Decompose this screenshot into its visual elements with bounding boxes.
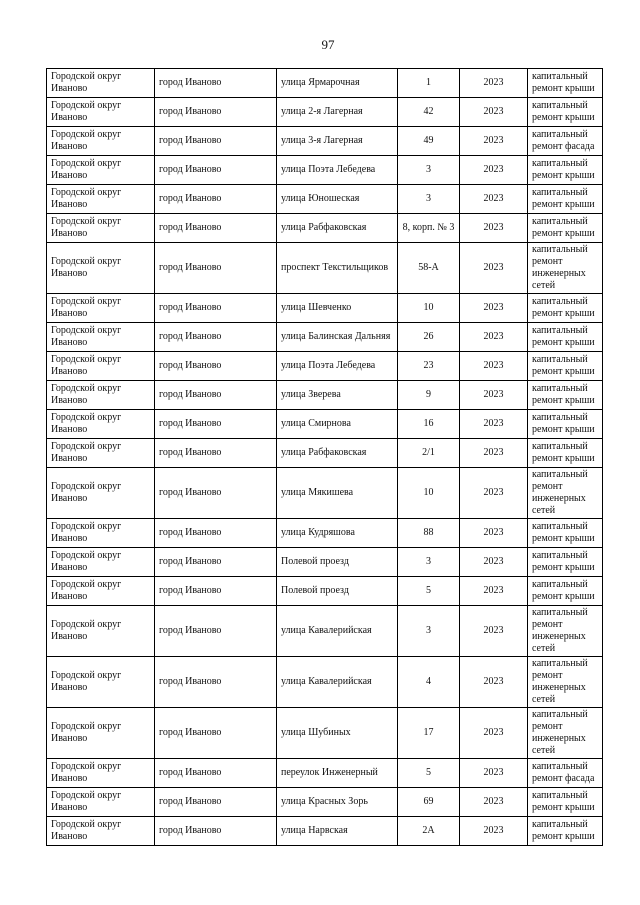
municipal-district-cell: Городской округ Иваново: [47, 519, 155, 548]
house-number-cell: 5: [398, 577, 460, 606]
work-type-cell: капитальный ремонт инженерных сетей: [528, 243, 603, 294]
municipal-district-cell: Городской округ Иваново: [47, 759, 155, 788]
municipal-district-cell: Городской округ Иваново: [47, 69, 155, 98]
city-cell: город Иваново: [155, 352, 277, 381]
work-type-cell: капитальный ремонт крыши: [528, 352, 603, 381]
table-row: [47, 519, 603, 548]
municipal-district-cell: Городской округ Иваново: [47, 817, 155, 846]
municipal-district-cell: Городской округ Иваново: [47, 410, 155, 439]
municipal-district-cell: Городской округ Иваново: [47, 606, 155, 657]
street-cell: улица Мякишева: [277, 468, 398, 519]
municipal-district-cell: Городской округ Иваново: [47, 214, 155, 243]
work-type-cell: капитальный ремонт крыши: [528, 519, 603, 548]
work-type-cell: капитальный ремонт крыши: [528, 381, 603, 410]
house-number-cell: 3: [398, 548, 460, 577]
year-cell: 2023: [460, 352, 528, 381]
year-cell: 2023: [460, 127, 528, 156]
city-cell: город Иваново: [155, 577, 277, 606]
city-cell: город Иваново: [155, 127, 277, 156]
city-cell: город Иваново: [155, 548, 277, 577]
street-cell: улица Шевченко: [277, 294, 398, 323]
city-cell: город Иваново: [155, 323, 277, 352]
city-cell: город Иваново: [155, 657, 277, 708]
table-row: [47, 788, 603, 817]
municipal-district-cell: Городской округ Иваново: [47, 98, 155, 127]
table-row: [47, 657, 603, 708]
city-cell: город Иваново: [155, 439, 277, 468]
table-row: [47, 759, 603, 788]
municipal-district-cell: Городской округ Иваново: [47, 788, 155, 817]
city-cell: город Иваново: [155, 381, 277, 410]
street-cell: улица Поэта Лебедева: [277, 352, 398, 381]
table-row: [47, 708, 603, 759]
year-cell: 2023: [460, 708, 528, 759]
year-cell: 2023: [460, 69, 528, 98]
table-row: [47, 323, 603, 352]
page-number: 97: [321, 37, 335, 52]
table-row: [47, 577, 603, 606]
city-cell: город Иваново: [155, 708, 277, 759]
city-cell: город Иваново: [155, 185, 277, 214]
table-row: [47, 817, 603, 846]
year-cell: 2023: [460, 439, 528, 468]
table-row: [47, 214, 603, 243]
table-row: [47, 294, 603, 323]
work-type-cell: капитальный ремонт инженерных сетей: [528, 708, 603, 759]
street-cell: улица Смирнова: [277, 410, 398, 439]
house-number-cell: 26: [398, 323, 460, 352]
table-row: [47, 439, 603, 468]
house-number-cell: 69: [398, 788, 460, 817]
city-cell: город Иваново: [155, 214, 277, 243]
house-number-cell: 5: [398, 759, 460, 788]
table-row: [47, 352, 603, 381]
table-row: [47, 69, 603, 98]
city-cell: город Иваново: [155, 468, 277, 519]
table-row: [47, 381, 603, 410]
work-type-cell: капитальный ремонт крыши: [528, 69, 603, 98]
street-cell: улица Зверева: [277, 381, 398, 410]
year-cell: 2023: [460, 243, 528, 294]
street-cell: проспект Текстильщиков: [277, 243, 398, 294]
house-number-cell: 1: [398, 69, 460, 98]
municipal-district-cell: Городской округ Иваново: [47, 352, 155, 381]
work-type-cell: капитальный ремонт крыши: [528, 323, 603, 352]
year-cell: 2023: [460, 817, 528, 846]
municipal-district-cell: Городской округ Иваново: [47, 294, 155, 323]
street-cell: улица 2-я Лагерная: [277, 98, 398, 127]
municipal-district-cell: Городской округ Иваново: [47, 323, 155, 352]
city-cell: город Иваново: [155, 294, 277, 323]
table-row: [47, 410, 603, 439]
municipal-district-cell: Городской округ Иваново: [47, 381, 155, 410]
year-cell: 2023: [460, 759, 528, 788]
street-cell: улица Балинская Дальняя: [277, 323, 398, 352]
work-type-cell: капитальный ремонт крыши: [528, 548, 603, 577]
city-cell: город Иваново: [155, 788, 277, 817]
street-cell: улица Нарвская: [277, 817, 398, 846]
street-cell: улица Кавалерийская: [277, 657, 398, 708]
year-cell: 2023: [460, 657, 528, 708]
house-number-cell: 9: [398, 381, 460, 410]
house-number-cell: 2/1: [398, 439, 460, 468]
year-cell: 2023: [460, 214, 528, 243]
street-cell: улица Кудряшова: [277, 519, 398, 548]
work-type-cell: капитальный ремонт крыши: [528, 185, 603, 214]
year-cell: 2023: [460, 98, 528, 127]
table-row: [47, 468, 603, 519]
table-row: [47, 127, 603, 156]
year-cell: 2023: [460, 468, 528, 519]
table-row: [47, 606, 603, 657]
street-cell: улица Ярмарочная: [277, 69, 398, 98]
municipal-district-cell: Городской округ Иваново: [47, 156, 155, 185]
work-type-cell: капитальный ремонт инженерных сетей: [528, 606, 603, 657]
house-number-cell: 23: [398, 352, 460, 381]
house-number-cell: 3: [398, 156, 460, 185]
house-number-cell: 3: [398, 185, 460, 214]
city-cell: город Иваново: [155, 69, 277, 98]
municipal-district-cell: Городской округ Иваново: [47, 468, 155, 519]
table-row: [47, 548, 603, 577]
city-cell: город Иваново: [155, 243, 277, 294]
work-type-cell: капитальный ремонт фасада: [528, 759, 603, 788]
street-cell: улица Кавалерийская: [277, 606, 398, 657]
city-cell: город Иваново: [155, 817, 277, 846]
city-cell: город Иваново: [155, 98, 277, 127]
year-cell: 2023: [460, 156, 528, 185]
work-type-cell: капитальный ремонт крыши: [528, 788, 603, 817]
work-type-cell: капитальный ремонт крыши: [528, 156, 603, 185]
municipal-district-cell: Городской округ Иваново: [47, 185, 155, 214]
street-cell: улица Шубиных: [277, 708, 398, 759]
city-cell: город Иваново: [155, 606, 277, 657]
work-type-cell: капитальный ремонт крыши: [528, 294, 603, 323]
work-type-cell: капитальный ремонт фасада: [528, 127, 603, 156]
repair-registry-table: [46, 68, 603, 846]
street-cell: улица Юношеская: [277, 185, 398, 214]
street-cell: улица Поэта Лебедева: [277, 156, 398, 185]
table-row: [47, 156, 603, 185]
house-number-cell: 42: [398, 98, 460, 127]
municipal-district-cell: Городской округ Иваново: [47, 127, 155, 156]
house-number-cell: 49: [398, 127, 460, 156]
city-cell: город Иваново: [155, 759, 277, 788]
work-type-cell: капитальный ремонт крыши: [528, 214, 603, 243]
work-type-cell: капитальный ремонт инженерных сетей: [528, 468, 603, 519]
city-cell: город Иваново: [155, 519, 277, 548]
year-cell: 2023: [460, 323, 528, 352]
year-cell: 2023: [460, 788, 528, 817]
municipal-district-cell: Городской округ Иваново: [47, 243, 155, 294]
year-cell: 2023: [460, 185, 528, 214]
house-number-cell: 58-А: [398, 243, 460, 294]
work-type-cell: капитальный ремонт крыши: [528, 98, 603, 127]
house-number-cell: 16: [398, 410, 460, 439]
table-row: [47, 185, 603, 214]
city-cell: город Иваново: [155, 156, 277, 185]
municipal-district-cell: Городской округ Иваново: [47, 548, 155, 577]
house-number-cell: 10: [398, 294, 460, 323]
work-type-cell: капитальный ремонт крыши: [528, 577, 603, 606]
table-row: [47, 98, 603, 127]
year-cell: 2023: [460, 548, 528, 577]
street-cell: улица 3-я Лагерная: [277, 127, 398, 156]
year-cell: 2023: [460, 410, 528, 439]
year-cell: 2023: [460, 294, 528, 323]
street-cell: улица Рабфаковская: [277, 214, 398, 243]
work-type-cell: капитальный ремонт крыши: [528, 817, 603, 846]
work-type-cell: капитальный ремонт крыши: [528, 439, 603, 468]
municipal-district-cell: Городской округ Иваново: [47, 657, 155, 708]
house-number-cell: 88: [398, 519, 460, 548]
year-cell: 2023: [460, 577, 528, 606]
year-cell: 2023: [460, 519, 528, 548]
house-number-cell: 8, корп. № 3: [398, 214, 460, 243]
year-cell: 2023: [460, 381, 528, 410]
municipal-district-cell: Городской округ Иваново: [47, 439, 155, 468]
street-cell: улица Красных Зорь: [277, 788, 398, 817]
street-cell: Полевой проезд: [277, 577, 398, 606]
street-cell: улица Рабфаковская: [277, 439, 398, 468]
work-type-cell: капитальный ремонт инженерных сетей: [528, 657, 603, 708]
street-cell: переулок Инженерный: [277, 759, 398, 788]
house-number-cell: 17: [398, 708, 460, 759]
city-cell: город Иваново: [155, 410, 277, 439]
house-number-cell: 3: [398, 606, 460, 657]
municipal-district-cell: Городской округ Иваново: [47, 708, 155, 759]
house-number-cell: 2А: [398, 817, 460, 846]
year-cell: 2023: [460, 606, 528, 657]
house-number-cell: 10: [398, 468, 460, 519]
work-type-cell: капитальный ремонт крыши: [528, 410, 603, 439]
house-number-cell: 4: [398, 657, 460, 708]
municipal-district-cell: Городской округ Иваново: [47, 577, 155, 606]
table-row: [47, 243, 603, 294]
street-cell: Полевой проезд: [277, 548, 398, 577]
